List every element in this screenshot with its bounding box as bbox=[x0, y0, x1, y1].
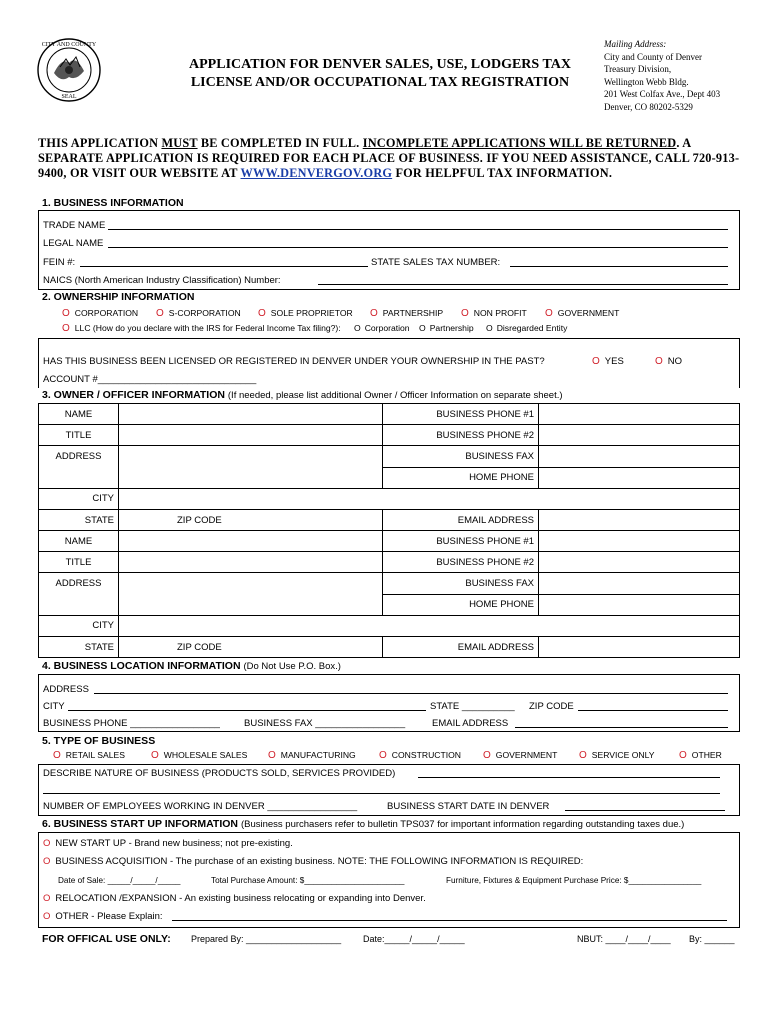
mailing-line: 201 West Colfax Ave., Dept 403 bbox=[604, 89, 721, 99]
title-line-2: LICENSE AND/OR OCCUPATIONAL TAX REGISTRATION bbox=[190, 75, 570, 90]
trade-name-label: TRADE NAME bbox=[43, 220, 106, 231]
city-label: CITY bbox=[39, 615, 119, 636]
zip-label: ZIP CODE bbox=[119, 509, 383, 530]
owner-title-field[interactable] bbox=[119, 425, 383, 446]
ffe-price-field[interactable]: ________________ bbox=[628, 876, 702, 885]
describe-field-2[interactable] bbox=[43, 793, 720, 794]
business-type-option[interactable]: O GOVERNMENT bbox=[483, 750, 558, 761]
bp1-field[interactable] bbox=[539, 404, 740, 425]
new-startup-option[interactable]: O NEW START UP - Brand new business; not pre-existing. bbox=[43, 838, 293, 849]
state-label: STATE bbox=[39, 636, 119, 657]
business-type-option[interactable]: O RETAIL SALES bbox=[53, 750, 126, 761]
business-type-option[interactable]: O CONSTRUCTION bbox=[379, 750, 462, 761]
ownership-option[interactable]: O PARTNERSHIP bbox=[370, 308, 444, 319]
mailing-address bbox=[604, 38, 764, 113]
email-field[interactable] bbox=[539, 636, 740, 657]
legal-name-label: LEGAL NAME bbox=[43, 238, 104, 249]
name-label: NAME bbox=[39, 531, 119, 552]
ownership-option[interactable]: O SOLE PROPRIETOR bbox=[258, 308, 353, 319]
owner-officer-table-2 bbox=[38, 530, 740, 658]
prepared-by-field[interactable]: ___________________ bbox=[246, 934, 342, 944]
section-5-heading: 5. TYPE OF BUSINESS bbox=[42, 735, 156, 747]
mailing-line: Denver, CO 80202-5329 bbox=[604, 101, 693, 112]
ownership-option[interactable]: O S-CORPORATION bbox=[156, 308, 241, 319]
other-explain-field[interactable] bbox=[172, 920, 727, 921]
home-label: HOME PHONE bbox=[383, 467, 539, 488]
licensed-no-option[interactable]: O NO bbox=[655, 356, 683, 367]
mailing-line: Treasury Division, bbox=[604, 64, 672, 74]
email-label: EMAIL ADDRESS bbox=[383, 636, 539, 657]
loc-zip-label: ZIP CODE bbox=[529, 701, 574, 712]
website-link[interactable]: WWW.DENVERGOV.ORG bbox=[240, 166, 393, 180]
total-purchase-label: Total Purchase Amount: $______________________ bbox=[211, 876, 405, 885]
fein-field[interactable] bbox=[80, 266, 368, 267]
account-label: ACCOUNT #______________________________ bbox=[43, 374, 257, 385]
llc-option[interactable]: O LLC (How do you declare with the IRS for Federal Income Tax filing?): bbox=[62, 323, 341, 334]
owner-name-field[interactable] bbox=[119, 404, 383, 425]
by-field[interactable]: By: ______ bbox=[689, 934, 735, 944]
bp2-field[interactable] bbox=[539, 425, 740, 446]
llc-disregarded-option[interactable]: O Disregarded Entity bbox=[486, 323, 568, 333]
bp1-field[interactable] bbox=[539, 531, 740, 552]
loc-state-label: STATE __________ bbox=[430, 701, 515, 712]
zip-label: ZIP CODE bbox=[119, 636, 383, 657]
owner-title-field[interactable] bbox=[119, 552, 383, 573]
loc-phone-field[interactable]: _________________ bbox=[130, 718, 220, 729]
fein-label: FEIN #: bbox=[43, 257, 76, 268]
loc-address-field[interactable] bbox=[94, 693, 728, 694]
nbut-field[interactable]: NBUT: ____/____/____ bbox=[577, 934, 671, 944]
business-type-option[interactable]: O WHOLESALE SALES bbox=[151, 750, 248, 761]
bp2-label: BUSINESS PHONE #2 bbox=[383, 425, 539, 446]
start-date-field[interactable] bbox=[565, 810, 725, 811]
business-type-option[interactable]: O SERVICE ONLY bbox=[579, 750, 655, 761]
loc-phone-label: BUSINESS PHONE _________________ bbox=[43, 718, 220, 729]
fax-label: BUSINESS FAX bbox=[383, 573, 539, 594]
date-of-sale-field[interactable]: Date of Sale: _____/_____/_____ bbox=[58, 876, 181, 885]
fax-field[interactable] bbox=[539, 573, 740, 594]
mailing-heading: Mailing Address: bbox=[604, 39, 667, 49]
owner-address-field[interactable] bbox=[119, 573, 383, 594]
ownership-option[interactable]: O GOVERNMENT bbox=[545, 308, 620, 319]
svg-text:SEAL: SEAL bbox=[61, 94, 77, 100]
other-option[interactable]: O OTHER - Please Explain: bbox=[43, 911, 163, 922]
ownership-option[interactable]: O CORPORATION bbox=[62, 308, 139, 319]
owner-address-cont-field[interactable] bbox=[119, 594, 383, 615]
relocation-option[interactable]: O RELOCATION /EXPANSION - An existing business relocating or expanding into Denver. bbox=[43, 893, 426, 904]
licensed-question: HAS THIS BUSINESS BEEN LICENSED OR REGISTERED IN DENVER UNDER YOUR OWNERSHIP IN THE PAST? bbox=[43, 356, 545, 367]
section-1-heading: 1. BUSINESS INFORMATION bbox=[42, 197, 184, 209]
loc-state-field[interactable]: __________ bbox=[461, 701, 515, 712]
title-label: TITLE bbox=[39, 425, 119, 446]
account-field[interactable]: ______________________________ bbox=[97, 374, 257, 385]
loc-city-label: CITY bbox=[43, 701, 65, 712]
owner-city-field[interactable] bbox=[119, 488, 740, 509]
loc-address-label: ADDRESS bbox=[43, 684, 89, 695]
loc-city-field[interactable] bbox=[68, 710, 426, 711]
start-date-label: BUSINESS START DATE IN DENVER bbox=[387, 801, 550, 812]
email-field[interactable] bbox=[539, 509, 740, 530]
business-type-option[interactable]: O MANUFACTURING bbox=[268, 750, 356, 761]
owner-address-cont-field[interactable] bbox=[119, 467, 383, 488]
bp1-label: BUSINESS PHONE #1 bbox=[383, 531, 539, 552]
naics-field[interactable] bbox=[318, 284, 728, 285]
legal-name-field[interactable] bbox=[108, 247, 728, 248]
business-type-option[interactable]: O OTHER bbox=[679, 750, 722, 761]
mailing-line: City and County of Denver bbox=[604, 51, 702, 62]
mailing-line: Wellington Webb Bldg. bbox=[604, 76, 689, 87]
address-label-cont bbox=[39, 594, 119, 615]
state-label: STATE bbox=[39, 509, 119, 530]
form-title bbox=[170, 56, 590, 92]
owner-city-field[interactable] bbox=[119, 615, 740, 636]
home-field[interactable] bbox=[539, 467, 740, 488]
ffe-price-label: Furniture, Fixtures & Equipment Purchase Price: $________________ bbox=[446, 876, 702, 885]
owner-name-field[interactable] bbox=[119, 531, 383, 552]
bp2-label: BUSINESS PHONE #2 bbox=[383, 552, 539, 573]
home-field[interactable] bbox=[539, 594, 740, 615]
llc-corporation-option[interactable]: O Corporation bbox=[354, 323, 410, 333]
ownership-option[interactable]: O NON PROFIT bbox=[461, 308, 527, 319]
employees-label: NUMBER OF EMPLOYEES WORKING IN DENVER _________________ bbox=[43, 801, 358, 812]
loc-email-label: EMAIL ADDRESS bbox=[432, 718, 509, 729]
denver-seal-logo bbox=[36, 37, 102, 103]
employees-field[interactable]: _________________ bbox=[267, 801, 358, 812]
trade-name-field[interactable] bbox=[108, 229, 728, 230]
state-sales-tax-field[interactable] bbox=[510, 266, 728, 267]
owner-address-field[interactable] bbox=[119, 446, 383, 467]
describe-field[interactable] bbox=[418, 777, 720, 778]
instructions-notice: THIS APPLICATION MUST BE COMPLETED IN FULL. INCOMPLETE APPLICATIONS WILL BE RETURNED. A SEPARATE APPLICATION IS REQUIRED FOR EACH PLACE OF BUSINESS. IF YOU NEED ASSISTANCE, CALL 720-913-9400, OR VISIT OUR WEBSITE AT WWW.DENVERGOV.ORG FOR HELPFUL TAX INFORMATION. bbox=[38, 136, 740, 180]
loc-email-field[interactable] bbox=[515, 727, 728, 728]
loc-fax-field[interactable]: _________________ bbox=[315, 718, 406, 729]
section-2-heading: 2. OWNERSHIP INFORMATION bbox=[42, 291, 195, 303]
state-sales-tax-label: STATE SALES TAX NUMBER: bbox=[371, 257, 501, 268]
bp2-field[interactable] bbox=[539, 552, 740, 573]
title-label: TITLE bbox=[39, 552, 119, 573]
bp1-label: BUSINESS PHONE #1 bbox=[383, 404, 539, 425]
fax-label: BUSINESS FAX bbox=[383, 446, 539, 467]
official-use-label: FOR OFFICAL USE ONLY: bbox=[42, 933, 171, 945]
prepared-by-label: Prepared By: ___________________ bbox=[191, 934, 342, 944]
address-label: ADDRESS bbox=[39, 573, 119, 594]
total-purchase-field[interactable]: ______________________ bbox=[304, 876, 405, 885]
section-6-heading: 6. BUSINESS START UP INFORMATION (Business purchasers refer to bulletin TPS037 for important information regarding outstanding taxes due.) bbox=[42, 818, 685, 830]
fax-field[interactable] bbox=[539, 446, 740, 467]
svg-text:CITY AND COUNTY: CITY AND COUNTY bbox=[41, 42, 97, 48]
loc-fax-label: BUSINESS FAX _________________ bbox=[244, 718, 406, 729]
owner-officer-table-1 bbox=[38, 403, 740, 531]
acquisition-option[interactable]: O BUSINESS ACQUISITION - The purchase of an existing business. NOTE: THE FOLLOWING INFORMATION IS REQUIRED: bbox=[43, 856, 584, 867]
address-label-cont bbox=[39, 467, 119, 488]
email-label: EMAIL ADDRESS bbox=[383, 509, 539, 530]
describe-label: DESCRIBE NATURE OF BUSINESS (PRODUCTS SOLD, SERVICES PROVIDED) bbox=[43, 768, 396, 779]
home-label: HOME PHONE bbox=[383, 594, 539, 615]
licensed-yes-option[interactable]: O YES bbox=[592, 356, 624, 367]
title-line-1: APPLICATION FOR DENVER SALES, USE, LODGERS TAX bbox=[189, 57, 571, 72]
name-label: NAME bbox=[39, 404, 119, 425]
naics-label: NAICS (North American Industry Classification) Number: bbox=[43, 275, 281, 286]
city-label: CITY bbox=[39, 488, 119, 509]
address-label: ADDRESS bbox=[39, 446, 119, 467]
section-4-heading: 4. BUSINESS LOCATION INFORMATION (Do Not Use P.O. Box.) bbox=[42, 660, 341, 672]
loc-zip-field[interactable] bbox=[578, 710, 728, 711]
llc-partnership-option[interactable]: O Partnership bbox=[419, 323, 474, 333]
section-3-heading: 3. OWNER / OFFICER INFORMATION (If needed, please list additional Owner / Officer Information on separate sheet.) bbox=[42, 389, 563, 401]
official-date-field[interactable]: Date:_____/_____/_____ bbox=[363, 934, 465, 944]
